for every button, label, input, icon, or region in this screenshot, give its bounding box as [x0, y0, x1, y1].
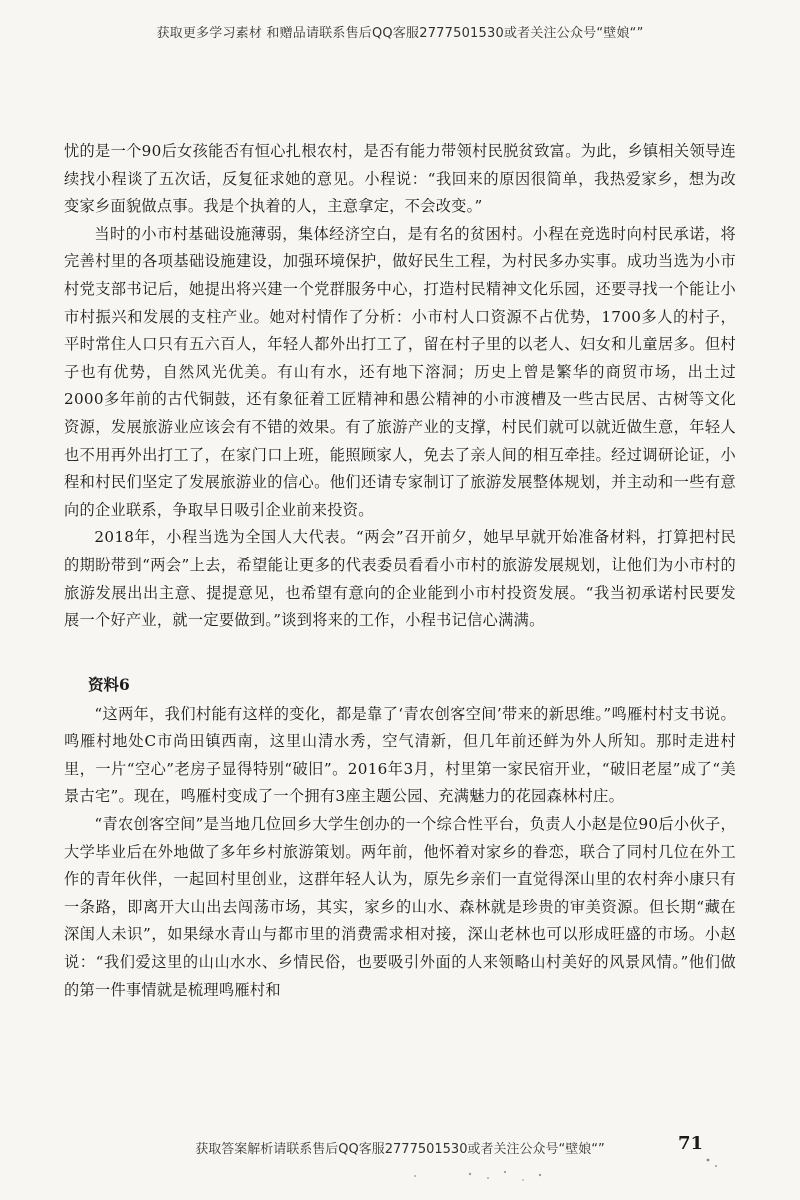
scan-dot — [487, 1177, 489, 1179]
page-header-banner: 获取更多学习素材 和赠品请联系售后QQ客服2777501530或者关注公众号“壁娘“” — [156, 26, 644, 41]
scan-dot — [414, 1175, 416, 1177]
page-number: 71 — [678, 1133, 704, 1154]
paragraph: “青农创客空间”是当地几位回乡大学生创办的一个综合性平台，负责人小赵是位90后小伙子，大学毕业后在外地做了多年乡村旅游策划。两年前，他怀着对家乡的眷恋，联合了同村几位在外工作的青年伙伴，一起回村里创业，这群年轻人认为，原先乡亲们一直觉得深山里的农村奔小康只有一条路，即离开大山出去闯荡市场，其实，家乡的山水、森林就是珍贵的审美资源。但长期“藏在深闺人未识”，如果绿水青山与都市里的消费需求相对接，深山老林也可以形成旺盛的市场。小赵说：“我们爱这里的山山水水、乡情民俗，也要吸引外面的人来领略山村美好的风景风情。”他们做的第一件事情就是梳理鸣雁村和 — [64, 815, 736, 999]
document-body — [64, 138, 736, 1004]
paragraph: “这两年，我们村能有这样的变化，都是靠了‘青农创客空间’带来的新思维。”鸣雁村村支书说。鸣雁村地处C市尚田镇西南，这里山清水秀，空气清新，但几年前还鲜为外人所知。那时走进村里，一片“空心”老房子显得特别“破旧”。2016年3月，村里第一家民宿开业，“破旧老屋”成了“美景古宅”。现在，鸣雁村变成了一个拥有3座主题公园、充满魅力的花园森林村庄。 — [64, 704, 736, 806]
page-footer-banner: 获取答案解析请联系售后QQ客服2777501530或者关注公众号“壁娘“” — [195, 1142, 605, 1157]
paragraph: 2018年，小程当选为全国人大代表。“两会”召开前夕，她早早就开始准备材料，打算把村民的期盼带到“两会”上去，希望能让更多的代表委员看看小市村的旅游发展规划，让他们为小市村的旅游发展出出主意、提提意见，也希望有意向的企业能到小市村投资发展。“我当初承诺村民要发展一个好产业，就一定要做到。”谈到将来的工作，小程书记信心满满。 — [64, 528, 736, 630]
scan-dot — [522, 1179, 524, 1181]
scan-dot — [707, 1159, 710, 1162]
paragraph-continuation: 忧的是一个90后女孩能否有恒心扎根农村，是否有能力带领村民脱贫致富。为此，乡镇相关领导连续找小程谈了五次话，反复征求她的意见。小程说：“我回来的原因很简单，我热爱家乡，想为改变家乡面貌做点事。我是个执着的人，主意拿定，不会改变。” — [64, 142, 736, 216]
scan-dot — [504, 1171, 506, 1173]
scan-dot — [539, 1174, 541, 1176]
section-title: 资料6 — [88, 674, 130, 694]
paragraph: 当时的小市村基础设施薄弱，集体经济空白，是有名的贫困村。小程在竞选时向村民承诺，将完善村里的各项基础设施建设，加强环境保护，做好民生工程，为村民多办实事。成功当选为小市村党支部书记后，她提出将兴建一个党群服务中心，打造村民精神文化乐园，还要寻找一个能让小市村振兴和发展的支柱产业。她对村情作了分析：小市村人口资源不占优势，1700多人的村子，平时常住人口只有五六百人，年轻人都外出打工了，留在村子里的以老人、妇女和儿童居多。但村子也有优势，自然风光优美。有山有水，还有地下溶洞；历史上曾是繁华的商贸市场，出土过2000多年前的古代铜鼓，还有象征着工匠精神和愚公精神的小市渡槽及一些古民居、古树等文化资源，发展旅游业应该会有不错的效果。有了旅游产业的支撑，村民们就可以就近做生意，年轻人也不用再外出打工了，在家门口上班，能照顾家人，免去了亲人间的相互牵挂。经过调研论证，小程和村民们坚定了发展旅游业的信心。他们还请专家制订了旅游发展整体规划，并主动和一些有意向的企业联系，争取早日吸引企业前来投资。 — [64, 224, 736, 519]
scan-dot — [715, 1165, 717, 1167]
scan-dot — [469, 1173, 471, 1175]
